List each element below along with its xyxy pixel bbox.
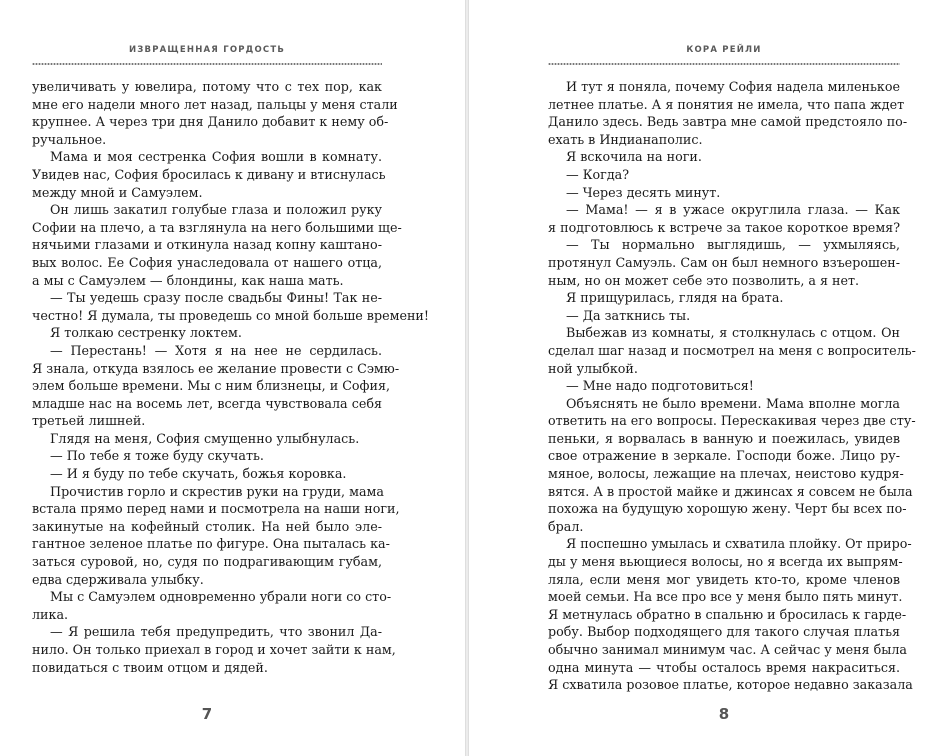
text-line: нило. Он только приехал в город и хочет зайти к нам, [32,642,396,657]
text-line: заться суровой, но, судя по подрагивающим губам, [32,554,382,570]
text-line: ляла, если меня мог увидеть кто-то, кроме членов [548,571,900,587]
text-line: сделал шаг назад и посмотрел на меня с вопроситель- [548,342,916,358]
text-line: Объяснять не было времени. Мама вполне могла [566,395,900,411]
text-line: а мы с Самуэлем — блондины, как наша мать. [32,272,344,288]
text-line: — По тебе я тоже буду скучать. [50,448,264,464]
text-line: младше нас на восемь лет, всегда чувствовала себя [32,395,382,411]
text-line: — Когда? [566,166,630,182]
text-line: протянул Самуэль. Сам он был немного взъерошен- [548,254,900,270]
text-line: Он лишь закатил голубые глаза и положил руку [50,202,382,218]
text-line: мяное, волосы, лежащие на плечах, неистово кудря- [548,466,904,482]
text-line: — Мне надо подготовиться! [566,378,754,394]
text-line: — Я решила тебя предупредить, что звонил Да- [50,624,382,640]
text-line: свое отражение в зеркале. Господи боже. Лицо ру- [548,448,900,464]
text-line: нячьими глазами и откинула назад копну каштано- [32,237,382,253]
text-line: ехать в Индианаполис. [548,131,703,147]
text-line: брал. [548,518,584,534]
text-line: честно! Я думала, ты проведешь со мной больше времени! [32,307,429,323]
text-line: — Мама! — я в ужасе округлила глаза. — Как [566,202,900,218]
text-line: Мы с Самуэлем одновременно убрали ноги со сто- [50,589,392,605]
text-line: ной улыбкой. [548,360,638,376]
text-line: Я схватила розовое платье, которое недавно заказала [548,677,913,693]
text-line: лика. [32,606,69,622]
text-line: ды у меня вьющиеся волосы, но я всегда их выпрям- [548,554,903,570]
text-line: моей семьи. На все про все у меня было пять минут. [548,589,903,605]
left-page [0,0,465,756]
text-line: Я толкаю сестренку локтем. [50,325,242,341]
text-line: едва сдерживала улыбку. [32,571,204,587]
text-line: Я вскочила на ноги. [566,149,702,165]
text-line: Я прищурилась, глядя на брата. [566,290,784,306]
text-line: — Ты нормально выглядишь, — ухмыляясь, [566,237,900,253]
text-line: встала прямо перед нами и посмотрела на наши ноги, [32,501,400,517]
text-line: летнее платье. А я понятия не имела, что папа ждет [548,96,905,112]
text-line: вых волос. Ее София унаследовала от нашего отца, [32,254,382,270]
text-line: мне его надели много лет назад, пальцы у меня стали [32,96,398,112]
running-header-right: КОРА РЕЙЛИ [686,45,762,55]
text-line: обычно занимал минимум час. А сейчас у меня была [548,642,907,657]
text-line: крупнее. А через три дня Данило добавит к нему об- [32,114,389,130]
text-line: Глядя на меня, София смущенно улыбнулась. [50,430,360,446]
text-line: Софии на плечо, а та взглянула на него большими ще- [32,219,402,235]
text-line: пеньки, я ворвалась в ванную и поежилась, увидев [548,430,900,446]
running-header-left: ИЗВРАЩЕННАЯ ГОРДОСТЬ [128,45,285,55]
right-page [469,0,942,756]
text-line: ручальное. [32,131,107,147]
text-line: гантное зеленое платье по фигуре. Она пыталась ка- [32,536,390,552]
text-line: — Да заткнись ты. [566,307,691,323]
text-line: элем больше времени. Мы с ним близнецы, и София, [32,378,390,394]
text-line: Я поспешно умылась и схватила плойку. От приро- [566,536,912,552]
text-line: Выбежав из комнаты, я столкнулась с отцом. Он [566,325,900,341]
text-line: Увидев нас, София бросилась к дивану и втиснулась [32,166,386,182]
text-line: Я знала, откуда взялось ее желание провести с Сэмю- [32,360,400,376]
text-line: робу. Выбор подходящего для такого случая платья [548,624,900,640]
text-line: — Ты уедешь сразу после свадьбы Фины! Так не- [50,290,382,306]
text-line: одна минута — чтобы осталось время накраситься. [548,659,900,675]
text-line: Данило здесь. Ведь завтра мне самой предстояло по- [548,114,908,130]
text-line: — И я буду по тебе скучать, божья коровка. [50,466,347,482]
text-line: И тут я поняла, почему София надела миленькое [566,79,900,94]
text-line: я подготовлюсь к встрече за такое короткое время? [548,219,900,235]
page-text-right [548,78,916,694]
page-number-right: 8 [718,705,730,723]
text-line: повидаться с твоим отцом и дядей. [32,659,268,675]
page-number-left: 7 [201,705,213,723]
text-line: похожа на будущую хорошую жену. Черт бы всех по- [548,501,907,517]
text-line: вятся. А в простой майке и джинсах я совсем не была [548,483,913,499]
text-line: — Через десять минут. [566,184,721,200]
text-line: — Перестань! — Хотя я на нее не сердилась. [50,342,382,358]
text-line: ответить на его вопросы. Перескакивая через две сту- [548,413,916,429]
page-text-left [32,78,429,676]
text-line: Прочистив горло и скрестив руки на груди, мама [50,483,384,499]
text-line: Я метнулась обратно в спальню и бросилась к гарде- [548,606,907,622]
text-line: между мной и Самуэлем. [32,184,203,200]
text-line: закинутые на кофейный столик. На ней было эле- [32,518,382,534]
dotted-rule-right [548,62,900,66]
text-line: увеличивать у ювелира, потому что с тех пор, как [32,79,382,94]
text-line: ным, но он может себе это позволить, а я нет. [548,272,860,288]
dotted-rule-left [32,62,382,66]
text-line: Мама и моя сестренка София вошли в комнату. [50,149,382,165]
text-line: третьей лишней. [32,413,146,429]
